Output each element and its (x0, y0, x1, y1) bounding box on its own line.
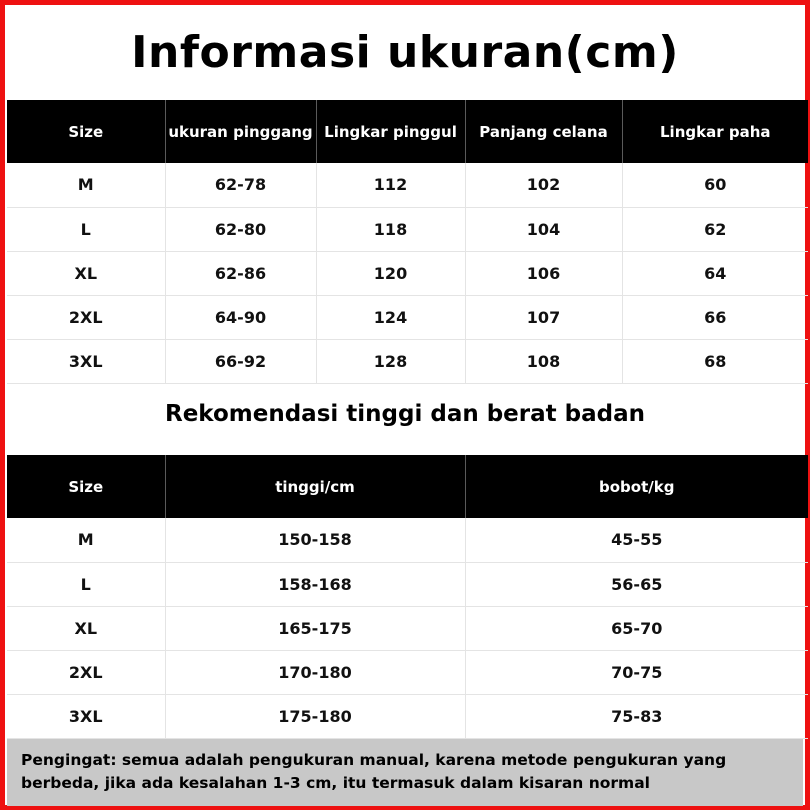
column-header-waist: ukuran pinggang (165, 100, 316, 163)
weight-cell: 65-70 (465, 606, 808, 650)
height-cell: 158-168 (165, 562, 465, 606)
table-row (7, 562, 808, 606)
size-cell: M (7, 518, 165, 562)
height-cell: 165-175 (165, 606, 465, 650)
weight-cell: 45-55 (465, 518, 808, 562)
table-row (7, 339, 808, 383)
column-header-hip: Lingkar pinggul (316, 100, 465, 163)
hip-cell: 118 (316, 207, 465, 251)
column-header-size: Size (7, 100, 165, 163)
thigh-cell: 64 (622, 251, 808, 295)
table-row (7, 251, 808, 295)
column-header-height: tinggi/cm (165, 455, 465, 518)
size-cell: 2XL (7, 295, 165, 339)
table-row (7, 163, 808, 207)
page-title: Informasi ukuran(cm) (131, 27, 679, 78)
size-cell: XL (7, 606, 165, 650)
waist-cell: 66-92 (165, 339, 316, 383)
height-cell: 175-180 (165, 694, 465, 738)
hip-cell: 112 (316, 163, 465, 207)
column-header-thigh: Lingkar paha (622, 100, 808, 163)
column-header-pants-length: Panjang celana (465, 100, 622, 163)
table-row (7, 694, 808, 738)
pants-length-cell: 106 (465, 251, 622, 295)
size-table-header-row (7, 100, 808, 163)
thigh-cell: 66 (622, 295, 808, 339)
pants-length-cell: 102 (465, 163, 622, 207)
size-cell: 2XL (7, 650, 165, 694)
pants-length-cell: 107 (465, 295, 622, 339)
thigh-cell: 60 (622, 163, 808, 207)
size-cell: 3XL (7, 694, 165, 738)
hip-cell: 124 (316, 295, 465, 339)
waist-cell: 62-78 (165, 163, 316, 207)
pants-length-cell: 108 (465, 339, 622, 383)
table-row (7, 207, 808, 251)
size-cell: 3XL (7, 339, 165, 383)
size-cell: XL (7, 251, 165, 295)
waist-cell: 62-86 (165, 251, 316, 295)
size-cell: M (7, 163, 165, 207)
hip-cell: 128 (316, 339, 465, 383)
measurement-note: Pengingat: semua adalah pengukuran manual, karena metode pengukuran yang berbeda, jika ada kesalahan 1-3 cm, itu termasuk dalam kisaran normal (7, 739, 803, 806)
size-cell: L (7, 207, 165, 251)
size-table (7, 100, 808, 384)
recommendation-table (7, 455, 808, 739)
waist-cell: 62-80 (165, 207, 316, 251)
hip-cell: 120 (316, 251, 465, 295)
height-cell: 170-180 (165, 650, 465, 694)
section-subtitle: Rekomendasi tinggi dan berat badan (164, 401, 645, 427)
weight-cell: 75-83 (465, 694, 808, 738)
weight-cell: 56-65 (465, 562, 808, 606)
table-row (7, 606, 808, 650)
pants-length-cell: 104 (465, 207, 622, 251)
table-row (7, 295, 808, 339)
column-header-size: Size (7, 455, 165, 518)
recommendation-table-header-row (7, 455, 808, 518)
column-header-weight: bobot/kg (465, 455, 808, 518)
table-row (7, 518, 808, 562)
table-row (7, 650, 808, 694)
size-cell: L (7, 562, 165, 606)
waist-cell: 64-90 (165, 295, 316, 339)
weight-cell: 70-75 (465, 650, 808, 694)
height-cell: 150-158 (165, 518, 465, 562)
thigh-cell: 68 (622, 339, 808, 383)
thigh-cell: 62 (622, 207, 808, 251)
